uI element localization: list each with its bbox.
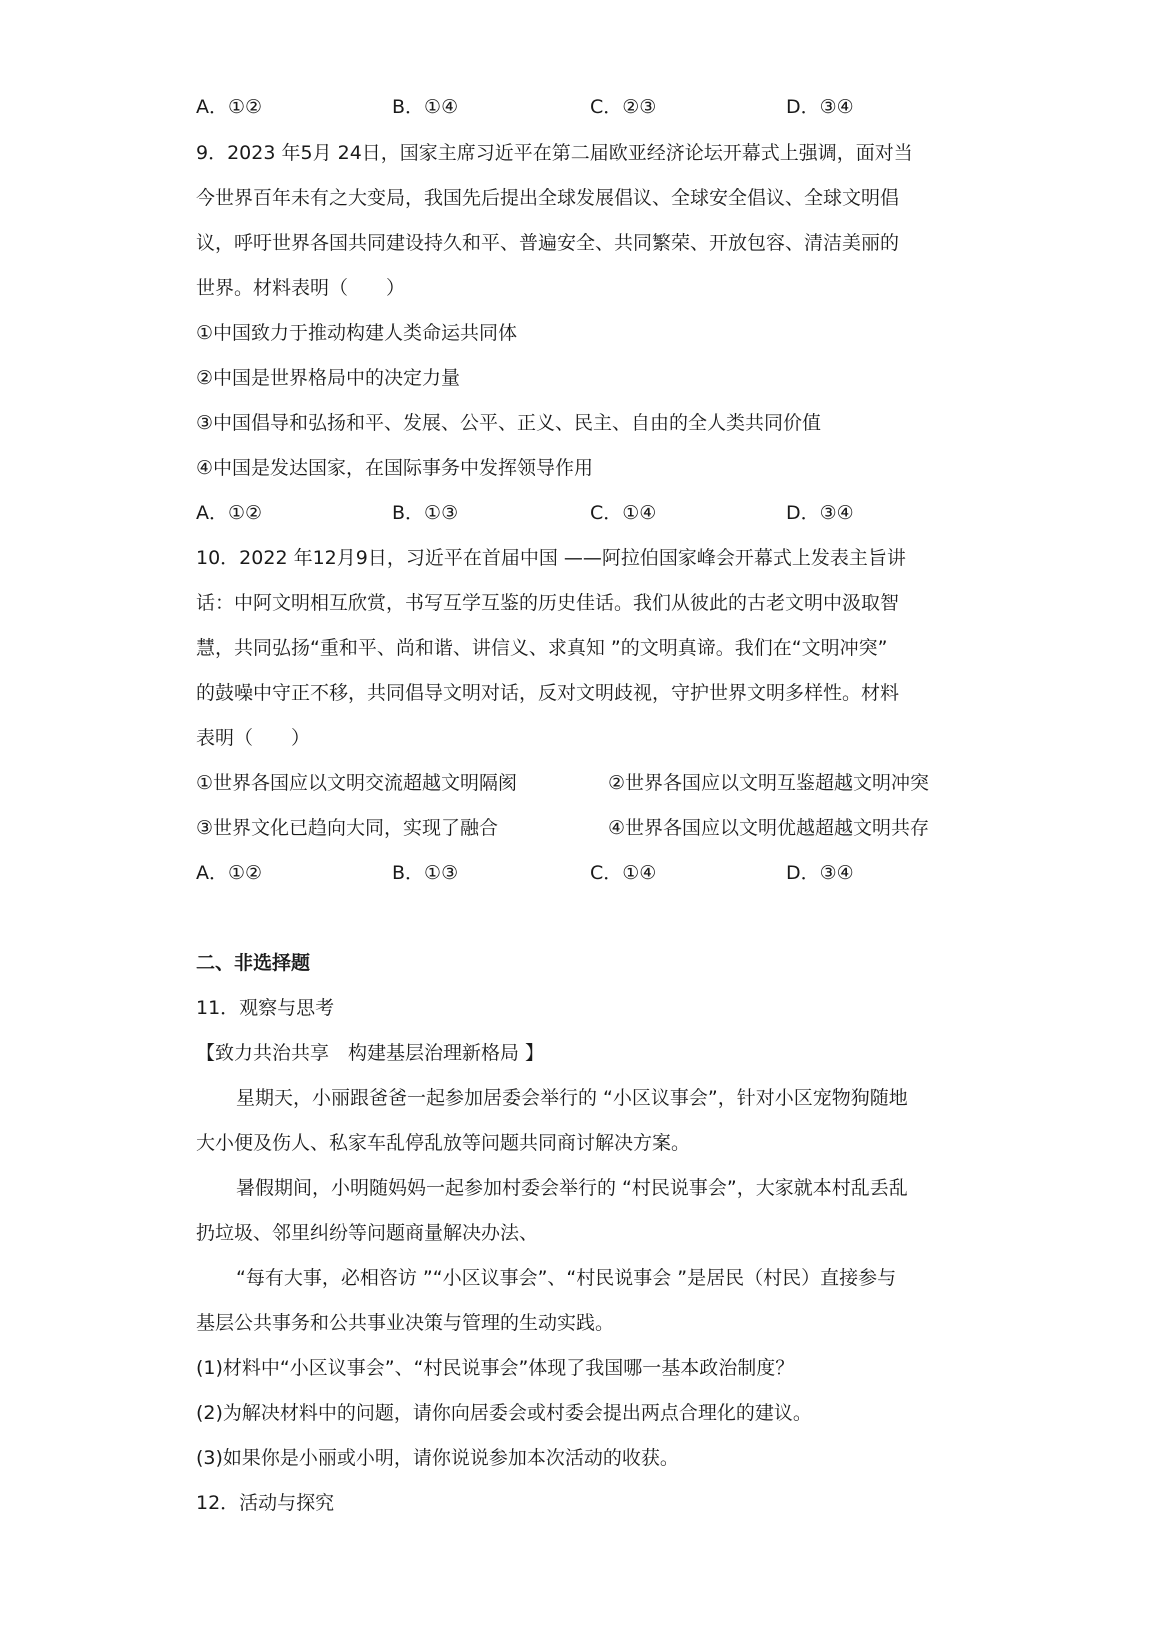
q10-statement: ③世界文化已趋向大同，实现了融合 bbox=[196, 817, 499, 839]
q9-option-c: C．①④ bbox=[590, 502, 657, 524]
q11-subquestion: (2)为解决材料中的问题，请你向居委会或村委会提出两点合理化的建议。 bbox=[196, 1402, 812, 1424]
q11-paragraph-line: 暑假期间，小明随妈妈一起参加村委会举行的 “村民说事会”，大家就本村乱丢乱 bbox=[236, 1177, 908, 1199]
section-heading: 二、非选择题 bbox=[196, 952, 311, 974]
q9-option-d: D．③④ bbox=[786, 502, 854, 524]
q11-subquestion: (1)材料中“小区议事会”、“村民说事会”体现了我国哪一基本政治制度？ bbox=[196, 1357, 795, 1379]
q10-stem-line: 慧，共同弘扬“重和平、尚和谐、讲信义、求真知 ”的文明真谛。我们在“文明冲突” bbox=[196, 637, 888, 659]
q10-option-c: C．①④ bbox=[590, 862, 657, 884]
q10-stem-line: 表明（ ） bbox=[196, 727, 311, 749]
q9-stem-line: 议，呼吁世界各国共同建设持久和平、普遍安全、共同繁荣、开放包容、清洁美丽的 bbox=[196, 232, 900, 254]
q12-title: 12．活动与探究 bbox=[196, 1492, 335, 1514]
q9-stem-line: 世界。材料表明（ ） bbox=[196, 277, 406, 299]
q8-option-b: B．①④ bbox=[392, 96, 459, 118]
q10-stem-line: 的鼓噪中守正不移，共同倡导文明对话，反对文明歧视，守护世界文明多样性。材料 bbox=[196, 682, 900, 704]
q11-title: 11．观察与思考 bbox=[196, 997, 335, 1019]
q11-subtitle: 【致力共治共享 构建基层治理新格局 】 bbox=[196, 1042, 545, 1064]
q8-option-c: C．②③ bbox=[590, 96, 657, 118]
q9-statement: ③中国倡导和弘扬和平、发展、公平、正义、民主、自由的全人类共同价值 bbox=[196, 412, 822, 434]
q9-statement: ④中国是发达国家，在国际事务中发挥领导作用 bbox=[196, 457, 594, 479]
q11-subquestion: (3)如果你是小丽或小明，请你说说参加本次活动的收获。 bbox=[196, 1447, 679, 1469]
q9-stem-line: 9．2023 年5月 24日，国家主席习近平在第二届欧亚经济论坛开幕式上强调，面对当 bbox=[196, 142, 913, 164]
q10-stem-line: 话：中阿文明相互欣赏，书写互学互鉴的历史佳话。我们从彼此的古老文明中汲取智 bbox=[196, 592, 900, 614]
q10-option-d: D．③④ bbox=[786, 862, 854, 884]
q11-paragraph-line: 扔垃圾、邻里纠纷等问题商量解决办法、 bbox=[196, 1222, 539, 1244]
q9-option-a: A．①② bbox=[196, 502, 263, 524]
q11-paragraph-line: 基层公共事务和公共事业决策与管理的生动实践。 bbox=[196, 1312, 615, 1334]
q9-statement: ②中国是世界格局中的决定力量 bbox=[196, 367, 461, 389]
q9-stem-line: 今世界百年未有之大变局，我国先后提出全球发展倡议、全球安全倡议、全球文明倡 bbox=[196, 187, 900, 209]
q8-option-d: D．③④ bbox=[786, 96, 854, 118]
q9-option-b: B．①③ bbox=[392, 502, 459, 524]
q8-option-a: A．①② bbox=[196, 96, 263, 118]
q10-statement: ②世界各国应以文明互鉴超越文明冲突 bbox=[608, 772, 930, 794]
q10-stem-line: 10．2022 年12月9日，习近平在首届中国 ——阿拉伯国家峰会开幕式上发表主旨讲 bbox=[196, 547, 906, 569]
q11-paragraph-line: 大小便及伤人、私家车乱停乱放等问题共同商讨解决方案。 bbox=[196, 1132, 691, 1154]
q10-option-a: A．①② bbox=[196, 862, 263, 884]
q11-paragraph-line: 星期天，小丽跟爸爸一起参加居委会举行的 “小区议事会”，针对小区宠物狗随地 bbox=[236, 1087, 908, 1109]
q11-paragraph-line: “每有大事，必相咨访 ”“小区议事会”、“村民说事会 ”是居民（村民）直接参与 bbox=[236, 1267, 897, 1289]
q9-statement: ①中国致力于推动构建人类命运共同体 bbox=[196, 322, 518, 344]
q10-option-b: B．①③ bbox=[392, 862, 459, 884]
q10-statement: ①世界各国应以文明交流超越文明隔阂 bbox=[196, 772, 518, 794]
q10-statement: ④世界各国应以文明优越超越文明共存 bbox=[608, 817, 930, 839]
